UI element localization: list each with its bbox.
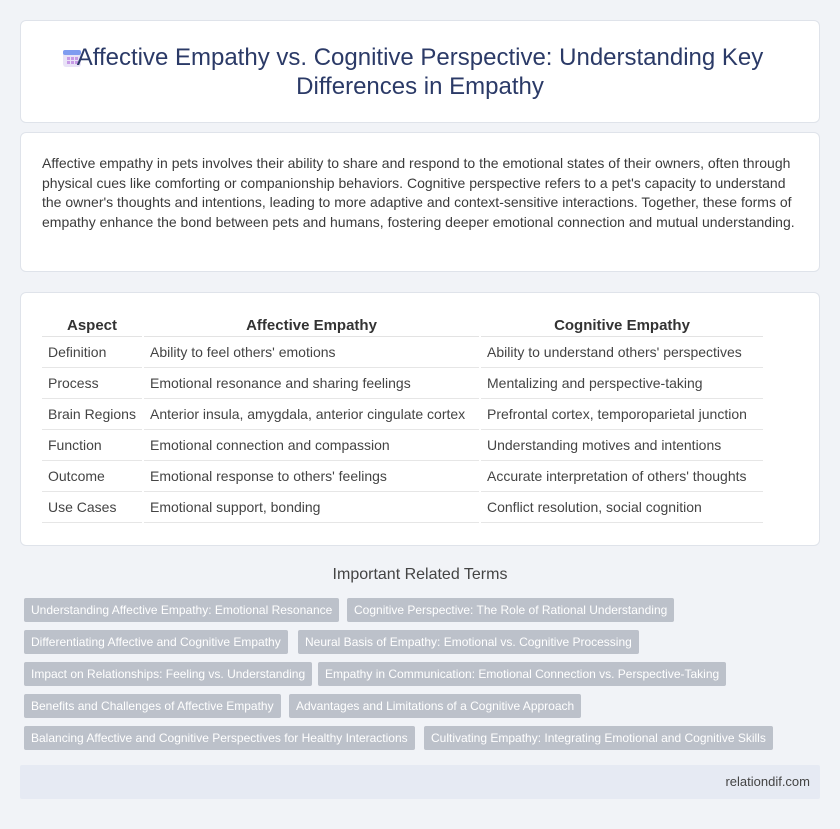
header-card <box>20 20 820 123</box>
aspect-cell: Process <box>42 368 142 399</box>
related-term-tag[interactable]: Impact on Relationships: Feeling vs. Understanding <box>24 662 312 686</box>
related-term-tag[interactable]: Differentiating Affective and Cognitive Empathy <box>24 630 288 654</box>
aspect-cell: Function <box>42 430 142 461</box>
aspect-cell: Outcome <box>42 461 142 492</box>
related-term-tag[interactable]: Neural Basis of Empathy: Emotional vs. Cognitive Processing <box>298 630 639 654</box>
page-title: Affective Empathy vs. Cognitive Perspective: Understanding Key Differences in Empathy <box>76 44 764 100</box>
column-header-cognitive: Cognitive Empathy <box>481 313 763 337</box>
cognitive-cell: Understanding motives and intentions <box>481 430 763 461</box>
table-row <box>42 430 763 461</box>
footer-site[interactable]: relationdif.com <box>725 774 810 789</box>
affective-cell: Emotional connection and compassion <box>144 430 479 461</box>
column-header-affective: Affective Empathy <box>144 313 479 337</box>
comparison-card <box>20 292 820 546</box>
cognitive-cell: Accurate interpretation of others' thoughts <box>481 461 763 492</box>
related-term-tag[interactable]: Empathy in Communication: Emotional Connection vs. Perspective-Taking <box>318 662 726 686</box>
related-term-tag[interactable]: Understanding Affective Empathy: Emotional Resonance <box>24 598 339 622</box>
cognitive-cell: Mentalizing and perspective-taking <box>481 368 763 399</box>
aspect-cell: Brain Regions <box>42 399 142 430</box>
cognitive-cell: Ability to understand others' perspectives <box>481 337 763 368</box>
related-term-tag[interactable]: Balancing Affective and Cognitive Perspectives for Healthy Interactions <box>24 726 415 750</box>
affective-cell: Ability to feel others' emotions <box>144 337 479 368</box>
intro-text: Affective empathy in pets involves their ability to share and respond to the emotional states of their owners, often through physical cues like comforting or companionship behaviors. Cognitive perspective refers to a pet's capacity to understand the owner's thoughts and intentions, leading to more adaptive and context-sensitive interactions. Together, these forms of empathy enhance the bond between pets and humans, fostering deeper emotional connection and mutual understanding. <box>42 155 795 230</box>
affective-cell: Emotional response to others' feelings <box>144 461 479 492</box>
comparison-table <box>42 313 763 523</box>
related-term-tag[interactable]: Cultivating Empathy: Integrating Emotional and Cognitive Skills <box>424 726 773 750</box>
affective-cell: Emotional support, bonding <box>144 492 479 523</box>
related-term-tag[interactable]: Benefits and Challenges of Affective Empathy <box>24 694 281 718</box>
table-row <box>42 461 763 492</box>
column-header-aspect: Aspect <box>42 313 142 337</box>
affective-cell: Emotional resonance and sharing feelings <box>144 368 479 399</box>
intro-card <box>20 132 820 272</box>
related-terms-title: Important Related Terms <box>332 566 508 583</box>
related-term-tag[interactable]: Cognitive Perspective: The Role of Rational Understanding <box>347 598 674 622</box>
aspect-cell: Use Cases <box>42 492 142 523</box>
affective-cell: Anterior insula, amygdala, anterior cingulate cortex <box>144 399 479 430</box>
aspect-cell: Definition <box>42 337 142 368</box>
table-row <box>42 399 763 430</box>
table-row <box>42 337 763 368</box>
cognitive-cell: Prefrontal cortex, temporoparietal junction <box>481 399 763 430</box>
cognitive-cell: Conflict resolution, social cognition <box>481 492 763 523</box>
related-term-tag[interactable]: Advantages and Limitations of a Cognitive Approach <box>289 694 581 718</box>
footer <box>20 765 820 799</box>
table-row <box>42 492 763 523</box>
table-row <box>42 368 763 399</box>
